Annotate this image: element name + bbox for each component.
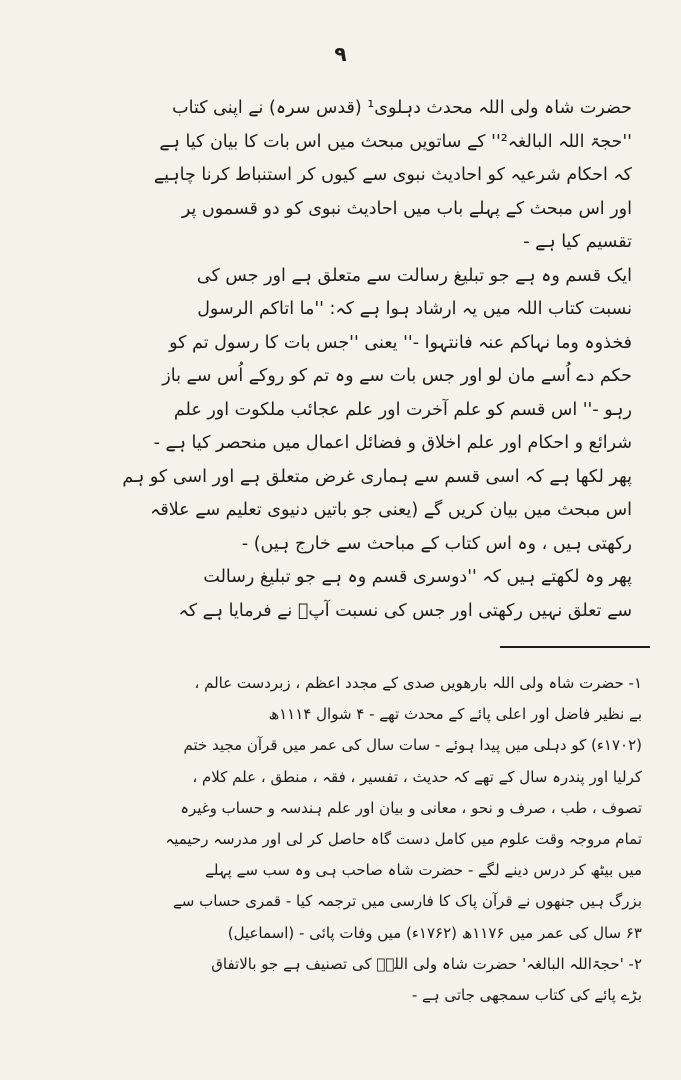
body-line: اس مبحث میں بیان کریں گے (یعنی جو باتیں دنیوی تعلیم سے علاقہ xyxy=(150,500,632,520)
body-line: حکم دے اُسے مان لو اور جس بات سے وہ تم کو روکے اُس سے باز xyxy=(162,366,632,386)
body-line: رہو -'' اس قسم کو علم آخرت اور علم عجائب ملکوت اور علم xyxy=(173,399,632,420)
footnote-line: کرلیا اور پندرہ سال کے تھے کہ حدیث ، تفسیر ، فقہ ، منطق ، علم کلام ، xyxy=(192,767,642,786)
body-line: ایک قسم وہ ہے جو تبلیغ رسالت سے متعلق ہے اور جس کی xyxy=(196,265,632,286)
footnote-divider xyxy=(500,646,650,648)
footnote-line: بے نظیر فاضل اور اعلی پائے کے محدث تھے - ۴ شوال ۱۱۱۴ھ xyxy=(268,705,642,724)
main-text xyxy=(92,92,632,628)
footnote-line: ۱- حضرت شاہ ولی اللہ بارھویں صدی کے مجدد اعظم ، زبردست عالم ، xyxy=(194,674,642,692)
body-line: اور اس مبحث کے پہلے باب میں احادیث نبوی کو دو قسموں پر xyxy=(181,198,632,219)
body-line: سے تعلق نہیں رکھتی اور جس کی نسبت آپؐ نے فرمایا ہے کہ xyxy=(178,600,632,621)
footnote-line: ۲- 'حجۃاللہ البالغہ' حضرت شاہ ولی اللہؒ کی تصنیف ہے جو بالاتفاق xyxy=(211,954,642,973)
body-line: نسبت کتاب اللہ میں یہ ارشاد ہوا ہے کہ: ''ما اتاکم الرسول xyxy=(197,299,632,319)
body-line: تقسیم کیا ہے - xyxy=(523,232,632,252)
body-line: پھر وہ لکھتے ہیں کہ ''دوسری قسم وہ ہے جو تبلیغ رسالت xyxy=(203,567,632,587)
footnote-line: ۶۳ سال کی عمر میں ۱۱۷۶ھ (۱۷۶۲ء) میں وفات پائی - (اسماعیل) xyxy=(227,923,642,942)
body-line: رکھتی ہیں ، وہ اس کتاب کے مباحث سے خارج ہیں) - xyxy=(241,533,632,554)
footnote-line: تصوف ، طب ، صرف و نحو ، معانی و بیان اور علم ہندسہ و حساب وغیرہ xyxy=(180,798,642,817)
body-line: حضرت شاہ ولی اللہ محدث دہلوی¹ (قدس سرہ) نے اپنی کتاب xyxy=(172,98,632,118)
body-line: شرائع و احکام اور علم اخلاق و فضائل اعمال میں منحصر کیا ہے - xyxy=(153,433,632,453)
body-line: کہ احکام شرعیہ کو احادیث نبوی سے کیوں کر استنباط کرنا چاہیے xyxy=(153,165,632,185)
footnote-line: بڑے پائے کی کتاب سمجھی جاتی ہے - xyxy=(411,985,642,1004)
footnote-line: میں بیٹھ کر درس دینے لگے - حضرت شاہ صاحب ہی وہ سب سے پہلے xyxy=(205,861,642,880)
body-line: فخذوہ وما نہاکم عنہ فانتہوا -'' یعنی ''جس بات کا رسول تم کو xyxy=(169,332,632,353)
footnote-line: بزرگ ہیں جنھوں نے قرآن پاک کا فارسی میں ترجمہ کیا - قمری حساب سے xyxy=(173,892,642,911)
footnotes xyxy=(86,668,642,1011)
page-number: ۹ xyxy=(334,42,347,66)
body-line: پھر لکھا ہے کہ اسی قسم سے ہماری غرض متعلق ہے اور اسی کو ہم xyxy=(122,466,632,487)
footnote-line: تمام مروجہ وقت علوم میں کامل دست گاہ حاصل کر لی اور مدرسہ رحیمیہ xyxy=(165,829,642,848)
footnote-line: (۱۷۰۲ء) کو دہلی میں پیدا ہوئے - سات سال کی عمر میں قرآن مجید ختم xyxy=(183,736,642,755)
body-line: ''حجۃ اللہ البالغہ²'' کے ساتویں مبحث میں اس بات کا بیان کیا ہے xyxy=(159,131,632,152)
